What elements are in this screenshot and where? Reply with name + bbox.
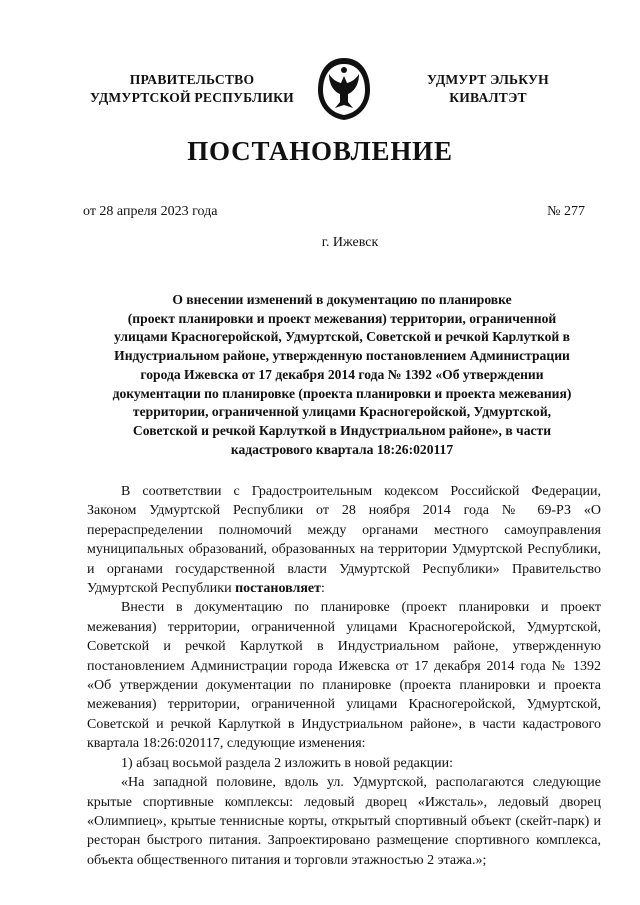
subject-line: О внесении изменений в документацию по планировке [172,292,512,307]
udmurt-coat-of-arms-icon [315,56,373,122]
subject-line: города Ижевска от 17 декабря 2014 года № 1392 «Об утверждении [140,366,544,382]
issuer-udmurt-line1: УДМУРТ ЭЛЬКУН [427,72,549,87]
issuer-russian-line1: ПРАВИТЕЛЬСТВО [129,72,255,87]
document-title: ПОСТАНОВЛЕНИЕ [187,136,453,166]
body-paragraph-preamble [87,482,601,598]
subject-line: улицами Красногеройской, Удмуртской, Советской и речкой Карлуткой в [113,329,571,345]
subject-line: Советской и речкой Карлуткой в Индустриальном районе», в части [132,422,552,438]
preamble-end: : [321,581,325,597]
preamble-text: В соответствии с Градостроительным кодексом Российской Федерации, Законом Удмуртской Республики от 28 ноября 2014 года № 69-РЗ «О перераспределении полномочий между органами местного самоуправления муниципальных образований, образованных на территории Удмуртской Республики, и органами государственной власти Удмуртской Республики» Правительство Удмуртской Республики [87,484,601,597]
document-number: № 277 [547,204,585,219]
document-body [87,482,601,870]
subject-line: (проект планировки и проект межевания) территории, ограниченной [127,310,557,326]
decree-keyword: постановляет [235,581,322,597]
issuer-udmurt-line2: КИВАЛТЭТ [449,90,527,105]
subject-line: территории, ограниченной улицами Красногеройской, Удмуртской, [132,404,552,420]
subject-line: кадастрового квартала 18:26:020117 [230,441,454,457]
issuer-russian [72,71,312,107]
document-subject [82,291,602,459]
body-paragraph-item-1: 1) абзац восьмой раздела 2 изложить в новой редакции: [121,755,454,771]
issuer-udmurt [398,71,578,107]
document-date: от 28 апреля 2023 года [83,204,218,219]
subject-line: документации по планировке (проекта планировки и проекта межевания) [112,385,572,401]
document-city: г. Ижевск [321,235,379,250]
body-paragraph-new-wording: «На западной половине, вдоль ул. Удмуртской, располагаются следующие крытые спортивные комплексы: ледовый дворец «Ижсталь», ледовый дворец «Олимпиец», крытые теннисные корты, открытый спортивный объект (скейт-парк) и ресторан быстрого питания. Запроектировано размещение спортивного комплекса, объекта общественного питания и торговли этажностью 2 этажа.»; [87,775,601,868]
body-paragraph-amendment: Внести в документацию по планировке (проект планировки и проект межевания) территории, ограниченной улицами Красногеройской, Удмуртской, Советской и речкой Карлуткой в Индустриальном районе, утвержденную постановлением Администрации города Ижевска от 17 декабря 2014 года № 1392 «Об утверждении документации по планировке (проекта планировки и проекта межевания) территории, ограниченной улицами Красногеройской, Удмуртской, Советской и речкой Карлуткой в Индустриальном районе», в части кадастрового квартала 18:26:020117, следующие изменения: [87,600,601,752]
subject-line: Индустриальном районе, утвержденную постановлением Администрации [114,348,570,364]
issuer-russian-line2: УДМУРТСКОЙ РЕСПУБЛИКИ [90,90,294,105]
